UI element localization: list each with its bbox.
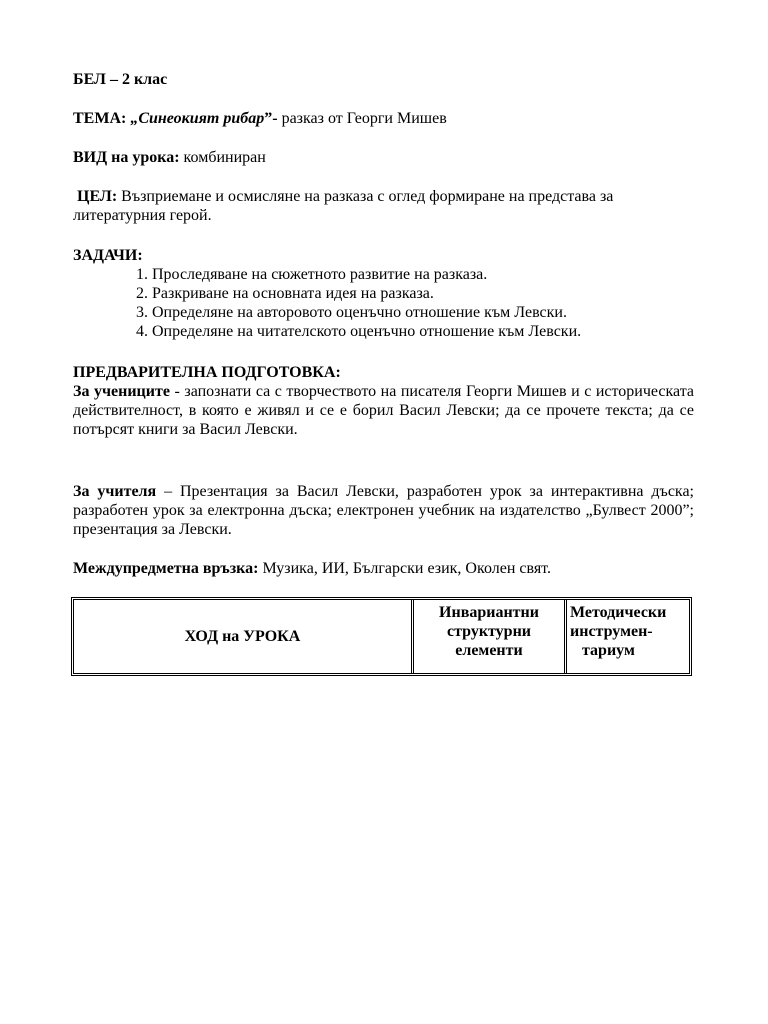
goal-label: ЦЕЛ:: [77, 188, 118, 205]
teacher-label: За учителя: [73, 483, 157, 500]
goal-value: Възприемане и осмисляне на разказа с оглед формиране на представа за литературния герой.: [73, 188, 614, 224]
students-text: - запознати са с творчеството на писателя Георги Мишев и с историческата действителност, в която е живял и се е борил Васил Левски; да се прочете текста; да се потърсят книги за Васил Левски.: [73, 383, 694, 438]
teacher-paragraph: [73, 482, 694, 539]
list-item: 3. Определяне на авторовото оценъчно отношение към Левски.: [136, 304, 567, 321]
tasks-list: [73, 265, 694, 341]
header-line: Методически: [570, 604, 667, 621]
list-item: 4. Определяне на читателското оценъчно отношение към Левски.: [136, 323, 582, 340]
students-label: За учениците: [73, 383, 170, 400]
header-line: инструмен-: [570, 623, 653, 640]
header-line: Инвариантни: [439, 604, 539, 621]
teacher-text: – Презентация за Васил Левски, разработен урок за интерактивна дъска; разработен урок за електронна дъска; електронен учебник на издателство „Булвест 2000”; презентация за Левски.: [73, 483, 694, 538]
tasks-label: ЗАДАЧИ:: [73, 247, 143, 264]
tasks-section: [73, 246, 694, 341]
topic-quote-dash: ”-: [264, 110, 278, 127]
header-line: елементи: [455, 642, 523, 659]
list-item: 1. Проследяване на сюжетното развитие на разказа.: [136, 266, 488, 283]
interdisciplinary-value: Музика, ИИ, Български език, Околен свят.: [258, 560, 551, 577]
lesson-type-line: [73, 148, 694, 167]
table-header-lesson-flow: ХОД на УРОКА: [184, 628, 301, 645]
list-item: 2. Разкриване на основната идея на разказа.: [136, 285, 434, 302]
topic-rest: разказ от Георги Мишев: [277, 110, 447, 127]
preparation-label: ПРЕДВАРИТЕЛНА ПОДГОТОВКА:: [73, 364, 341, 381]
preparation-section: [73, 363, 694, 439]
goal-paragraph: [73, 187, 694, 225]
lesson-type-value: комбиниран: [179, 149, 266, 166]
topic-line: [73, 109, 694, 128]
table-header-structural-elements: [413, 600, 566, 673]
lesson-type-label: ВИД на урока:: [73, 149, 180, 166]
lesson-table: [71, 597, 692, 676]
topic-title: „Синеокият рибар: [130, 110, 265, 127]
topic-label: ТЕМА:: [73, 110, 127, 127]
table-header-methodical-tools: [566, 600, 690, 673]
students-paragraph: [73, 382, 694, 439]
interdisciplinary-label: Междупредметна връзка:: [73, 560, 259, 577]
grade-heading: БЕЛ – 2 клас: [73, 71, 168, 88]
header-line: структурни: [446, 623, 532, 640]
header-line: тариум: [582, 642, 635, 659]
interdisciplinary-line: [73, 559, 694, 578]
